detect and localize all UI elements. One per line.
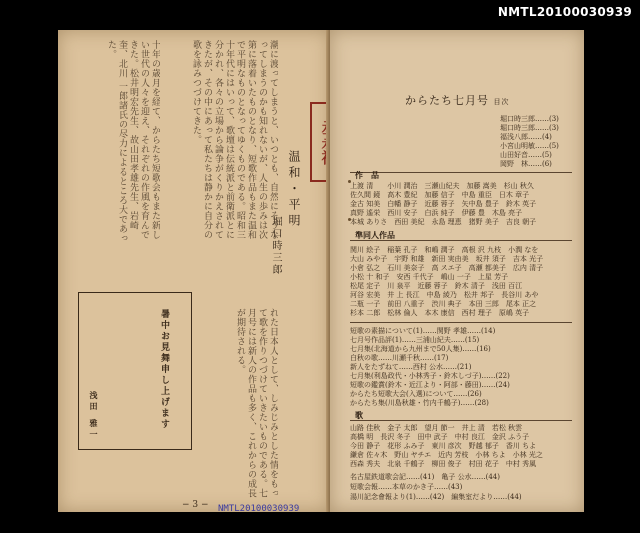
toc-row: 堀口時三郎……(3) [500,115,559,123]
left-page [58,30,330,512]
toc-row: からたち短歌大会(入選)について……(26) [350,390,482,398]
toc-subtitle: 目次 [493,98,510,106]
greeting-name: 浅田 雅一 [89,391,99,441]
handwritten-id: NMTL20100030939 [218,504,300,514]
toc-row: 短歌の鑑賞(鈴木・近江より・阿部・藤田)……(24) [350,381,510,389]
archive-id-label: NMTL20100030939 [497,5,632,19]
toc-row: 岡野 林……(6) [500,160,552,168]
toc-row: 七月集(北海道から九州まで50人集)……(16) [350,345,491,353]
divider [350,420,572,421]
toc-row: 小宮山明敏……(5) [500,142,559,150]
greeting-box [78,292,192,450]
toc-row: 白秋の歌……川瀬千秋……(17) [350,354,449,362]
names-block-poems: 山路 佳秋 金子 太郎 望月 節一 井上 清 若松 秋雲 高橋 明 長沢 冬子 田中 武子 中村 良江 金沢 ふう子 今田 静子 花形 ふみ子 東川 彦次 野越 郁子 香川 ちよ 鎌倉 佐々木 野山 ヤチエ 近内 芳枝 小林 ちよ 小林 光之 西森 秀夫 北泉 千鶴子 柳田 俊子 村田 花子 中村 秀風 [350,424,543,468]
divider [350,322,572,323]
toc-row: 七月集(利島政代・小林秀子・鈴木しづ子)……(22) [350,372,510,380]
section-heading-associate: 準同人作品 [355,230,395,240]
article-title: 温和・平明 [287,150,301,230]
section-heading-poems: 歌 [355,410,363,420]
left-page-body-text-2: 十年の歳月を経て、からたち短歌会もまた新しい世代の人々を迎え、それぞれの作風を育んできた。松井明宏先生、故山田孝雄先生、岩崎 奎、北川 一郎諸氏の尽力によるところ大であった。 [106,40,160,243]
toc-row: 新人をたずねて……西村 公水……(21) [350,363,472,371]
names-block-works: 上渡 清 小川 潤治 三瀬山紀夫 加藤 嵩美 杉山 秋久 佐久間 鏡 高木 豊紀 加藤 信子 中島 重臣 日木 章子 金古 知美 白幡 静子 近藤 蓉子 矢中島 豊子 鈴木 英子 真野 遙栄 西川 安子 白浜 純子 伊藤 豊 木島 亮子 本城 ありさ 西田 美紀 永島 理恵 猪野 美子 吉良 朝子 [350,182,537,226]
toc-row: 七月号作品評(1)……三浦山紀夫……(15) [350,336,480,344]
toc-row: からたち集(川島秋雄・竹内千鶴子)……(28) [350,399,489,407]
section-heading-works: 作 品 [355,170,379,180]
toc-row: 福浅八郎……(4) [500,133,552,141]
toc-row: 湯川記念會報より(1)……(42) 編集室だより……(44) [350,493,522,501]
toc-row: 短歌会報……本草のかき子……(43) [350,483,463,491]
left-page-lower-text: れた日本人として、しみじみとした情をもって歌を作りつづけていきたいものである。七月号には新人の作品も多く、これからの成長が期待される。 [235,308,278,498]
toc-title: からたち七月号 目次 [405,94,510,107]
greeting-text: 暑中お見舞申し上げます [159,309,169,430]
left-page-body-text: 潮に渡ってしまうと、いつとも、自然にそうなってしまうのかも知れないが、人生の歩みは次第に落着いたものとなり、短歌作品もまた温和で平明なものとなってゆくものである。昭和三十年代にはいって、歌壇は伝統派と前衛派とに分かれ、各々の立場から論争がくりかえされてきたが、その中にあって私たちは静かに自分の歌を詠みつづけてきた。 [191,40,278,240]
toc-row: 名古屋鉄道歌会記……(41) 亀子 公水……(44) [350,473,500,481]
page-number: − 3 − [182,500,209,510]
toc-row: 堀口時三郎……(3) [500,124,559,132]
toc-row: 短歌の素描について(1)……関野 孝雄……(14) [350,327,496,335]
toc-row: 山田好音……(5) [500,151,552,159]
divider [350,240,572,241]
article-author: 堀口時三郎 [270,216,281,276]
names-block-associate: 関川 絵子 稲葉 孔子 和嶋 潤子 高根 沢 九枝 小潤 なを 大山 みや子 宇野 和雄 新田 実由美 坂井 須子 吉本 光子 小倉 弘之 石川 美奈子 高 スエ子 高瀬 都美子 広内 清子 小松 十 和子 安西 千代子 嶋山 一子 上星 芳子 松尾 定子 川 泉平 近藤 蓉子 鈴木 清子 浅田 百江 河谷 宏美 井 上 長江 中島 綾乃 松井 邦子 長谷川 あや 二瓶 一子 前田 八重子 渋川 典子 本田 三郎 尾本 正之 杉本 二郎 松林 倫人 本木 康信 西村 理子 原嶋 英子 [350,246,544,317]
divider [350,172,572,173]
